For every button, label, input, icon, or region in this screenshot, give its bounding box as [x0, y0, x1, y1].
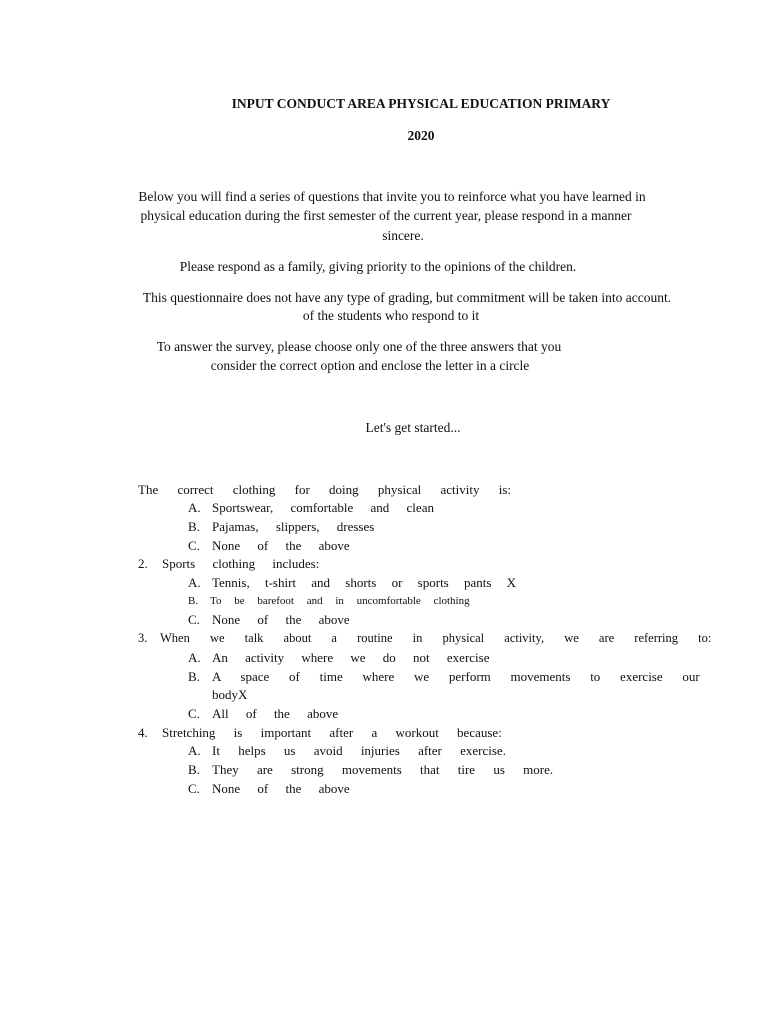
question-number: 3. — [138, 631, 148, 645]
option-text: They are strong movements that tire us more. — [212, 762, 554, 777]
option-letter: A. — [188, 650, 201, 665]
option-text: It helps us avoid injuries after exercise. — [212, 743, 506, 758]
question-3-stem-text: When we talk about a routine in physical activity, we are referring to: — [160, 631, 712, 645]
intro-paragraph-3-line-2: of the students who respond to it — [302, 308, 480, 323]
option-text: Tennis, t-shirt and shorts or sports pants X — [212, 575, 517, 590]
document-year: 2020 — [407, 128, 435, 143]
option-letter: B. — [188, 595, 199, 607]
option-letter: A. — [188, 575, 201, 590]
intro-paragraph-1-line-2: physical education during the first semester of the current year, please respond in a manner — [140, 208, 632, 223]
option-letter: A. — [188, 743, 201, 758]
option-text-continued: bodyX — [212, 687, 248, 702]
intro-paragraph-4-line-1: To answer the survey, please choose only one of the three answers that you — [156, 339, 562, 354]
option-text: An activity where we do not exercise — [212, 650, 490, 665]
question-2-option-b — [188, 595, 528, 611]
question-3-option-c — [188, 706, 488, 724]
question-4-option-b — [188, 762, 554, 780]
intro-paragraph-1-line-3: sincere. — [382, 228, 424, 243]
option-letter: C. — [188, 781, 200, 796]
option-text: None of the above — [212, 781, 350, 796]
question-4-option-a — [188, 743, 528, 761]
option-letter: C. — [188, 706, 200, 721]
option-letter: B. — [188, 519, 200, 534]
option-text: None of the above — [212, 612, 350, 627]
question-2-option-c — [188, 612, 488, 630]
option-text: A space of time where we perform movements to exercise our — [212, 669, 700, 684]
option-text: None of the above — [212, 538, 350, 553]
question-4-option-c — [188, 781, 488, 799]
question-4-stem — [138, 725, 502, 743]
question-1-stem — [138, 482, 512, 498]
option-letter: C. — [188, 612, 200, 627]
option-text: Sportswear, comfortable and clean — [212, 500, 434, 515]
option-letter: C. — [188, 538, 200, 553]
document-title: INPUT CONDUCT AREA PHYSICAL EDUCATION PRIMARY — [231, 96, 611, 111]
start-prompt: Let's get started... — [365, 420, 461, 435]
intro-paragraph-3-line-1: This questionnaire does not have any type of grading, but commitment will be taken into account. — [142, 290, 672, 305]
question-2-option-a — [188, 575, 528, 593]
intro-paragraph-2: Please respond as a family, giving priority to the opinions of the children. — [179, 259, 577, 274]
question-1-option-c — [188, 538, 488, 556]
question-2-stem — [138, 556, 478, 574]
question-1-option-b — [188, 519, 488, 537]
question-number: 2. — [138, 556, 148, 571]
option-letter: A. — [188, 500, 201, 515]
question-2-stem-text: Sports clothing includes: — [162, 556, 320, 571]
option-text: Pajamas, slippers, dresses — [212, 519, 375, 534]
intro-paragraph-4-line-2: consider the correct option and enclose the letter in a circle — [210, 358, 530, 373]
intro-paragraph-1-line-1: Below you will find a series of questions that invite you to reinforce what you have learned in — [138, 189, 646, 204]
option-text: To be barefoot and in uncomfortable clothing — [210, 595, 470, 607]
question-3-option-a — [188, 650, 508, 668]
question-3-stem — [138, 631, 712, 649]
question-1-option-a — [188, 500, 488, 518]
question-1-stem-text: The correct clothing for doing physical activity is: — [138, 482, 512, 497]
question-number: 4. — [138, 725, 148, 740]
question-4-stem-text: Stretching is important after a workout because: — [162, 725, 502, 740]
question-3-option-b — [188, 669, 700, 707]
option-letter: B. — [188, 669, 200, 684]
option-letter: B. — [188, 762, 200, 777]
option-text: All of the above — [212, 706, 339, 721]
